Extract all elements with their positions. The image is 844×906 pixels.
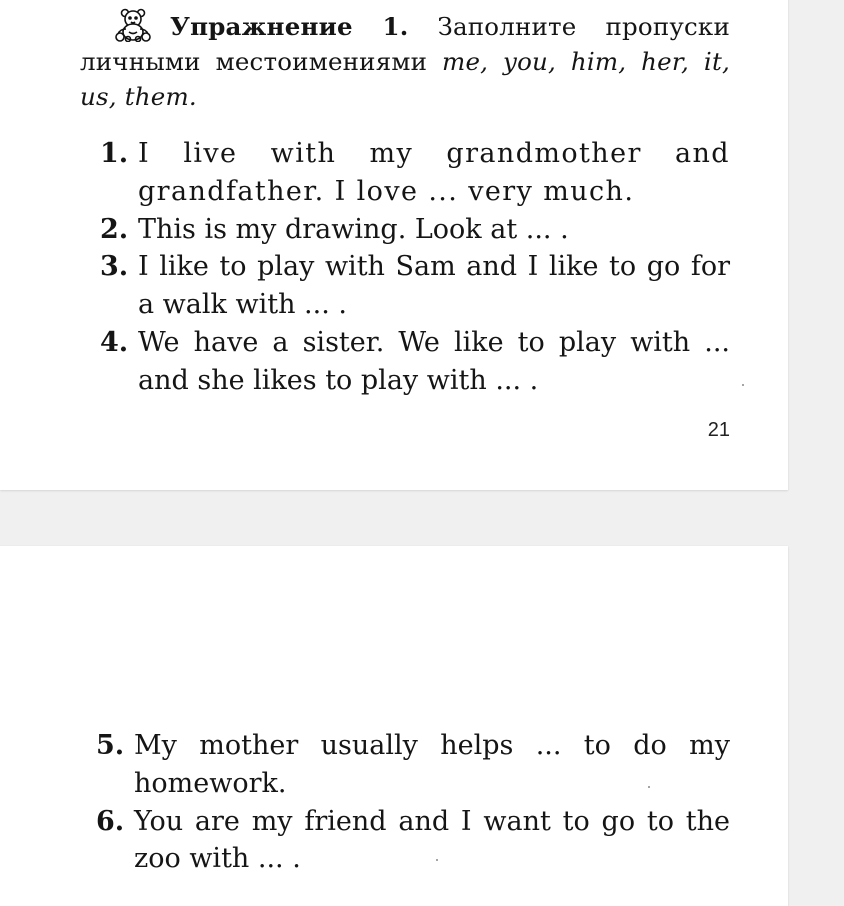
exercise-list-continued — [96, 727, 730, 878]
list-item — [100, 135, 730, 211]
item-number: 6. — [96, 805, 125, 837]
exercise-list — [100, 135, 730, 400]
scan-speck — [648, 786, 650, 788]
list-item — [96, 803, 730, 879]
scan-speck — [742, 384, 744, 386]
item-text: We have a sister. We like to play with ... and she likes to play with ... . — [138, 326, 730, 396]
list-item — [100, 248, 730, 324]
item-number: 5. — [96, 730, 125, 761]
item-text: I like to play with Sam and I like to go for a walk with ... . — [138, 251, 730, 321]
exercise-pronouns: me, you, him, her, it, us, them. — [80, 47, 730, 111]
teddy-bear-icon — [110, 8, 162, 42]
item-number: 2. — [100, 213, 129, 245]
item-text: You are my friend and I want to go to the zoo with ... . — [134, 805, 730, 875]
item-number: 3. — [100, 251, 129, 283]
exercise-label: Упражнение 1. — [170, 12, 409, 41]
exercise-instruction: Заполните пропуски личными местоимениями — [80, 12, 730, 76]
list-item — [100, 324, 730, 400]
item-text: I live with my grandmother and grandfather. I love ... very much. — [138, 138, 730, 207]
exercise-heading — [80, 8, 730, 114]
list-item — [100, 211, 730, 249]
list-item — [96, 727, 730, 803]
item-text: My mother usually helps ... to do my homework. — [134, 730, 730, 799]
item-number: 1. — [100, 138, 129, 169]
page-number: 21 — [707, 419, 730, 441]
item-text: This is my drawing. Look at ... . — [138, 213, 569, 245]
scan-speck — [436, 859, 438, 861]
page-bottom — [0, 546, 788, 906]
item-number: 4. — [100, 326, 129, 358]
